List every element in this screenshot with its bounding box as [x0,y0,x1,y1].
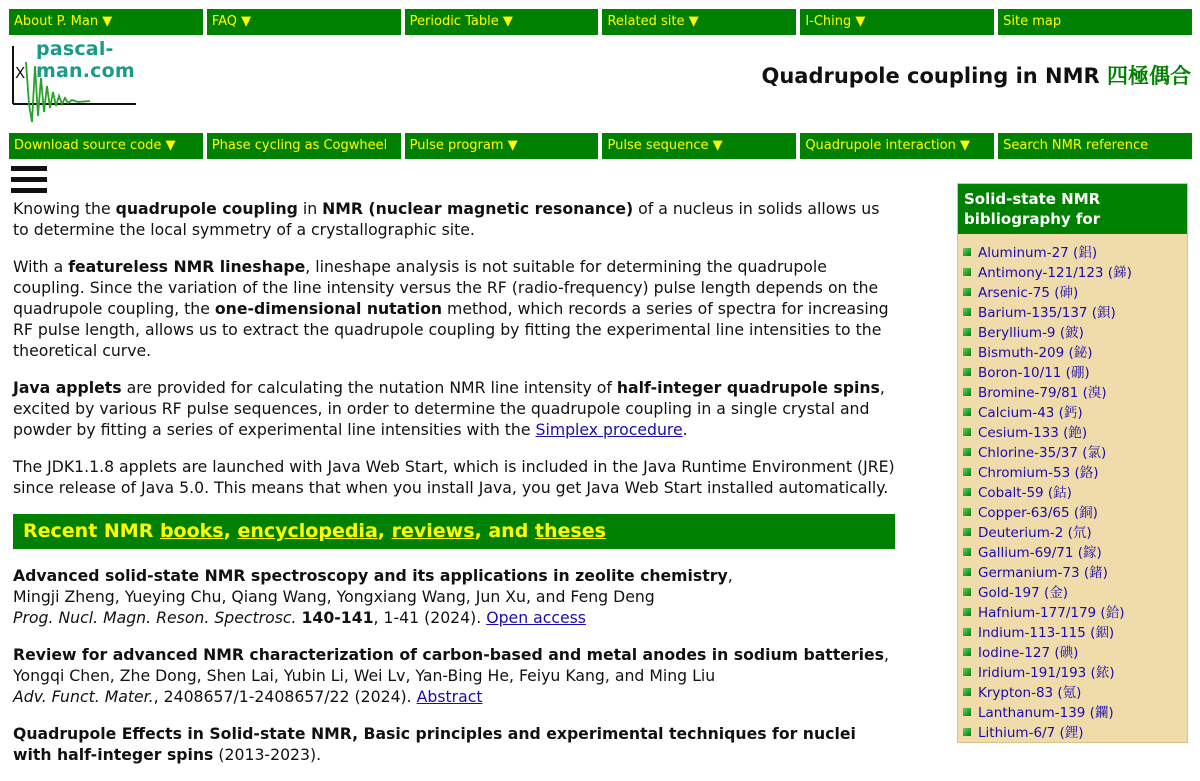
sidebar-item-beryllium[interactable]: Beryllium-9 (鈹) [962,323,1187,343]
sidebar-item-lithium[interactable]: Lithium-6/7 (鋰) [962,723,1187,743]
sidebar-item-gold[interactable]: Gold-197 (金) [962,583,1187,603]
menu-icon[interactable] [11,166,47,198]
sidebar-item-bismuth[interactable]: Bismuth-209 (鉍) [962,343,1187,363]
sidebar-item-copper[interactable]: Copper-63/65 (銅) [962,503,1187,523]
sidebar-item-arsenic[interactable]: Arsenic-75 (砷) [962,283,1187,303]
bullet-icon [963,248,971,256]
bullet-icon [963,308,971,316]
bullet-icon [963,388,971,396]
page-title-text: Quadrupole coupling in NMR [761,64,1100,88]
main-content [13,198,895,781]
bullet-icon [963,528,971,536]
encyclopedia-link[interactable]: encyclopedia [237,520,378,542]
intro-paragraph-2: With a featureless NMR lineshape, lineshape analysis is not suitable for determining the quadrupole coupling. Since the variation of the line intensity versus the RF (radio-frequency) pulse length depends on the quadrupole coupling, the one-dimensional nutation method, which records a series of spectra for increasing RF pulse length, allows us to extract the quadrupole coupling by fitting the experimental line intensities to the theoretical curve. [13,257,889,360]
sidebar-item-cesium[interactable]: Cesium-133 (銫) [962,423,1187,443]
bullet-icon [963,648,971,656]
sidebar-item-calcium[interactable]: Calcium-43 (鈣) [962,403,1187,423]
sidebar-item-cobalt[interactable]: Cobalt-59 (鈷) [962,483,1187,503]
bullet-icon [963,468,971,476]
abstract-link[interactable]: Abstract [416,687,483,706]
bullet-icon [963,628,971,636]
page-title [762,60,1192,90]
nav-site-map[interactable]: Site map [998,9,1192,35]
sidebar-item-indium[interactable]: Indium-113-115 (銦) [962,623,1187,643]
secondary-nav [9,133,1192,159]
nav-quadrupole-interaction[interactable]: Quadrupole interaction ▼ [800,133,994,159]
sidebar-item-chlorine[interactable]: Chlorine-35/37 (氯) [962,443,1187,463]
simplex-procedure-link[interactable]: Simplex procedure [535,420,683,439]
sidebar-item-lanthanum[interactable]: Lanthanum-139 (鑭) [962,703,1187,723]
sidebar-item-gallium[interactable]: Gallium-69/71 (鎵) [962,543,1187,563]
sidebar-title: Solid-state NMR bibliography for [958,184,1187,234]
bullet-icon [963,348,971,356]
sidebar-item-iridium[interactable]: Iridium-191/193 (銥) [962,663,1187,683]
reference-item: Quadrupole Effects in Solid-state NMR, Basic principles and experimental techniques for nuclei with half-integer spins (2013-2023). [13,724,856,764]
sidebar-item-krypton[interactable]: Krypton-83 (氪) [962,683,1187,703]
svg-text:X: X [15,64,26,82]
nav-pulse-sequence[interactable]: Pulse sequence ▼ [602,133,796,159]
bullet-icon [963,268,971,276]
page-title-cjk: 四極偶合 [1107,64,1191,88]
sidebar-item-iodine[interactable]: Iodine-127 (碘) [962,643,1187,663]
bullet-icon [963,408,971,416]
nav-search-nmr-reference[interactable]: Search NMR reference [998,133,1192,159]
bullet-icon [963,508,971,516]
bullet-icon [963,708,971,716]
bullet-icon [963,568,971,576]
theses-link[interactable]: theses [534,520,606,542]
reference-item: Advanced solid-state NMR spectroscopy and its applications in zeolite chemistry, Mingji Zheng, Yueying Chu, Qiang Wang, Yongxiang Wang, Jun Xu, and Feng Deng Prog. Nucl. Magn. Reson. Spectrosc. 140-141, 1-41 (2024). Open access [13,566,733,627]
nav-phase-cycling[interactable]: Phase cycling as Cogwheel [207,133,401,159]
bullet-icon [963,368,971,376]
sidebar-item-antimony[interactable]: Antimony-121/123 (銻) [962,263,1187,283]
bibliography-sidebar [957,183,1188,743]
logo-text: pascal-man.com [36,38,135,82]
nav-about[interactable]: About P. Man ▼ [9,9,203,35]
bullet-icon [963,488,971,496]
books-link[interactable]: books [159,520,224,542]
nav-i-ching[interactable]: I-Ching ▼ [800,9,994,35]
nav-pulse-program[interactable]: Pulse program ▼ [405,133,599,159]
reference-item: Review for advanced NMR characterization of carbon-based and metal anodes in sodium batteries, Yongqi Chen, Zhe Dong, Shen Lai, Yubin Li, Wei Lv, Yan-Bing He, Feiyu Kang, and Ming Liu Adv. Funct. Mater., 2408657/1-2408657/22 (2024). Abstract [13,645,890,706]
nav-periodic-table[interactable]: Periodic Table ▼ [405,9,599,35]
bullet-icon [963,448,971,456]
bullet-icon [963,688,971,696]
bullet-icon [963,548,971,556]
reviews-link[interactable]: reviews [391,520,475,542]
bullet-icon [963,328,971,336]
bullet-icon [963,428,971,436]
sidebar-item-aluminum[interactable]: Aluminum-27 (鋁) [962,243,1187,263]
intro-paragraph-1: Knowing the quadrupole coupling in NMR (nuclear magnetic resonance) of a nucleus in solids allows us to determine the local symmetry of a crystallographic site. [13,199,880,239]
open-access-link[interactable]: Open access [486,608,586,627]
bullet-icon [963,588,971,596]
recent-nmr-heading: Recent NMR books, encyclopedia, reviews, and theses [13,514,895,549]
site-logo[interactable] [10,38,200,130]
intro-paragraph-4: The JDK1.1.8 applets are launched with Java Web Start, which is included in the Java Runtime Environment (JRE) since release of Java 5.0. This means that when you install Java, you get Java Web Start installed automatically. [13,457,895,497]
bullet-icon [963,288,971,296]
intro-paragraph-3: Java applets are provided for calculating the nutation NMR line intensity of half-integer quadrupole spins, excited by various RF pulse sequences, in order to determine the quadrupole coupling in a single crystal and powder by fitting a series of experimental line intensities with the Simplex procedure. [13,378,885,439]
bullet-icon [963,728,971,736]
bullet-icon [963,668,971,676]
sidebar-item-bromine[interactable]: Bromine-79/81 (溴) [962,383,1187,403]
element-list [958,234,1187,743]
sidebar-item-boron[interactable]: Boron-10/11 (硼) [962,363,1187,383]
sidebar-item-chromium[interactable]: Chromium-53 (鉻) [962,463,1187,483]
nav-download-source[interactable]: Download source code ▼ [9,133,203,159]
sidebar-item-barium[interactable]: Barium-135/137 (鋇) [962,303,1187,323]
sidebar-item-hafnium[interactable]: Hafnium-177/179 (鉿) [962,603,1187,623]
sidebar-item-germanium[interactable]: Germanium-73 (鍺) [962,563,1187,583]
top-nav [9,9,1192,35]
nav-faq[interactable]: FAQ ▼ [207,9,401,35]
sidebar-item-deuterium[interactable]: Deuterium-2 (氘) [962,523,1187,543]
bullet-icon [963,608,971,616]
nav-related-site[interactable]: Related site ▼ [602,9,796,35]
